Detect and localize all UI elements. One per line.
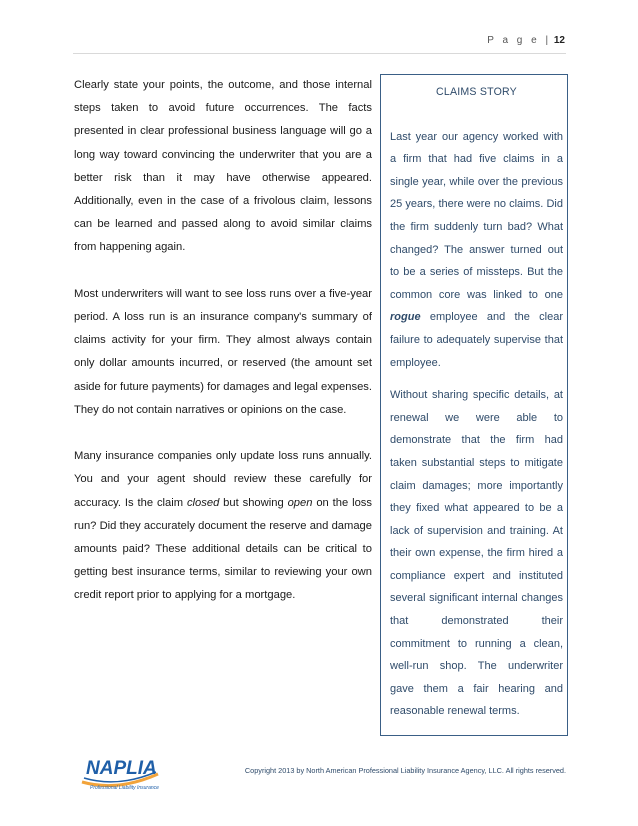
text-segment: Last year our agency worked with a firm that had five claims in a single year, while over the previous 25 years, there were no claims. Did the firm suddenly turn bad? What changed? The answer turned out to be a series of missteps. But the common core was linked to one [390, 130, 563, 301]
paragraph-loss-runs: Most underwriters will want to see loss runs over a five-year period. A loss run is an insurance company's summary of claims activity for your firm. They almost always contain only dollar amounts incurred, or reserved (the amount set aside for future payments) for damages and legal expenses. They do not contain narratives or opinions on the case. [74, 287, 372, 416]
page-label: P a g e | [487, 35, 552, 46]
emphasis-open: open [287, 496, 313, 509]
page-number: 12 [553, 35, 565, 46]
sidebar-paragraph-outcome: Without sharing specific details, at renewal we were able to demonstrate that the firm had taken substantial steps to mitigate claim damages; more importantly they fixed what appeared to be a lack of supervision and training. At their own expense, the firm hired a compliance expert and instituted several significant internal changes that demonstrated their commitment to running a clean, well-run shop. The underwriter gave them a fair hearing and reasonable renewal terms. [390, 389, 563, 718]
emphasis-rogue: rogue [390, 311, 421, 324]
main-column [74, 74, 372, 608]
page-header [0, 35, 565, 46]
logo-tagline: Professional Liability Insurance [90, 785, 159, 791]
sidebar-title: CLAIMS STORY [436, 86, 517, 98]
text-segment: but showing [219, 496, 288, 509]
claims-story-sidebar [380, 74, 568, 736]
text-segment: Many insurance companies only update loss runs annually. You and your agent should review these carefully for accuracy. Is the claim [74, 450, 372, 509]
sidebar-paragraph-story [390, 126, 563, 375]
text-segment: employee and the clear failure to adequately supervise that employee. [390, 311, 563, 369]
footer-copyright: Copyright 2013 by North American Professional Liability Insurance Agency, LLC. All rights reserved. [244, 766, 566, 775]
emphasis-closed: closed [186, 496, 220, 509]
logo-wordmark: NAPLIA [86, 758, 157, 779]
paragraph-review-loss-runs [74, 445, 372, 607]
header-divider [73, 53, 566, 54]
text-segment: on the loss run? Did they accurately document the reserve and damage amounts paid? These additional details can be critical to getting best insurance terms, similar to reviewing your own credit report prior to applying for a mortgage. [74, 496, 372, 602]
paragraph-explain-claims: Clearly state your points, the outcome, and those internal steps taken to avoid future occurrences. The facts presented in clear professional business language will go a long way toward convincing the underwriter that you are a better risk than it may have otherwise appeared. Additionally, even in the case of a frivolous claim, lessons can be learned and passed along to avoid similar claims from happening again. [74, 79, 372, 254]
